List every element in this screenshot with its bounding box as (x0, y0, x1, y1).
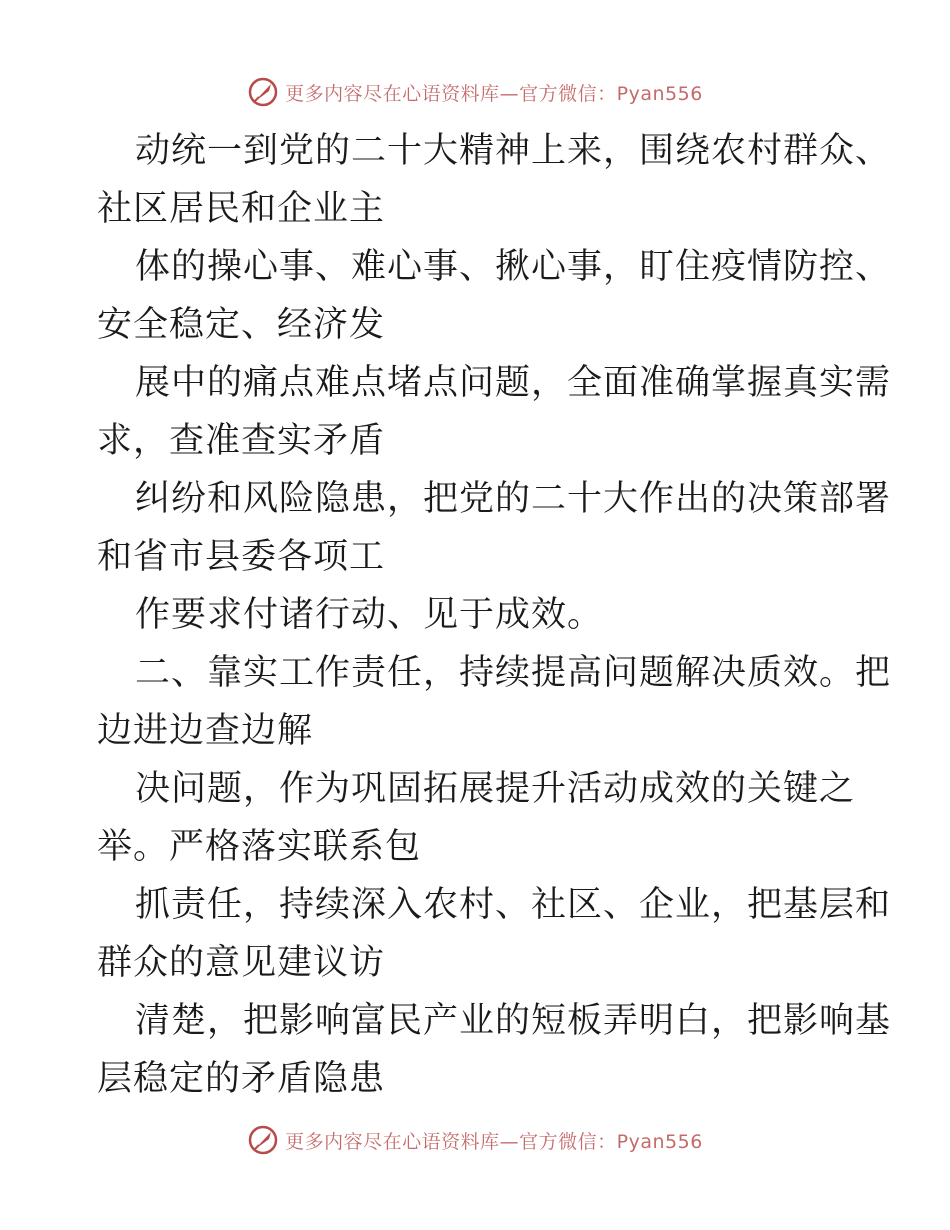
text-line: 决问题，作为巩固拓展提升活动成效的关键之 (135, 769, 856, 809)
text-line: 边进边查边解 (97, 711, 314, 751)
header-watermark (0, 72, 950, 112)
text-line: 纠纷和风险隐患，把党的二十大作出的决策部署 (135, 479, 892, 519)
document-body (97, 122, 892, 1108)
watermark-text: 更多内容尽在心语资料库—官方微信：Pyan556 (285, 82, 703, 105)
footer-watermark (0, 1120, 950, 1160)
feather-pen-logo-icon (247, 1124, 279, 1156)
text-line: 作要求付诸行动、见于成效。 (135, 595, 604, 635)
text-line: 求，查准查实矛盾 (97, 421, 386, 461)
text-line: 体的操心事、难心事、揪心事，盯住疫情防控、 (135, 247, 892, 287)
text-line: 层稳定的矛盾隐患 (97, 1059, 386, 1099)
text-line: 动统一到党的二十大精神上来，围绕农村群众、 (135, 131, 892, 171)
text-line: 社区居民和企业主 (97, 189, 386, 229)
text-line: 抓责任，持续深入农村、社区、企业，把基层和 (135, 885, 892, 925)
text-line: 群众的意见建议访 (97, 943, 386, 983)
text-line: 和省市县委各项工 (97, 537, 386, 577)
watermark-text: 更多内容尽在心语资料库—官方微信：Pyan556 (285, 1130, 703, 1153)
feather-pen-logo-icon (247, 76, 279, 108)
text-line: 展中的痛点难点堵点问题，全面准确掌握真实需 (135, 363, 892, 403)
text-line: 举。严格落实联系包 (97, 827, 422, 867)
text-line: 二、靠实工作责任，持续提高问题解决质效。把 (135, 653, 892, 693)
text-line: 安全稳定、经济发 (97, 305, 386, 345)
text-line: 清楚，把影响富民产业的短板弄明白，把影响基 (135, 1001, 892, 1041)
